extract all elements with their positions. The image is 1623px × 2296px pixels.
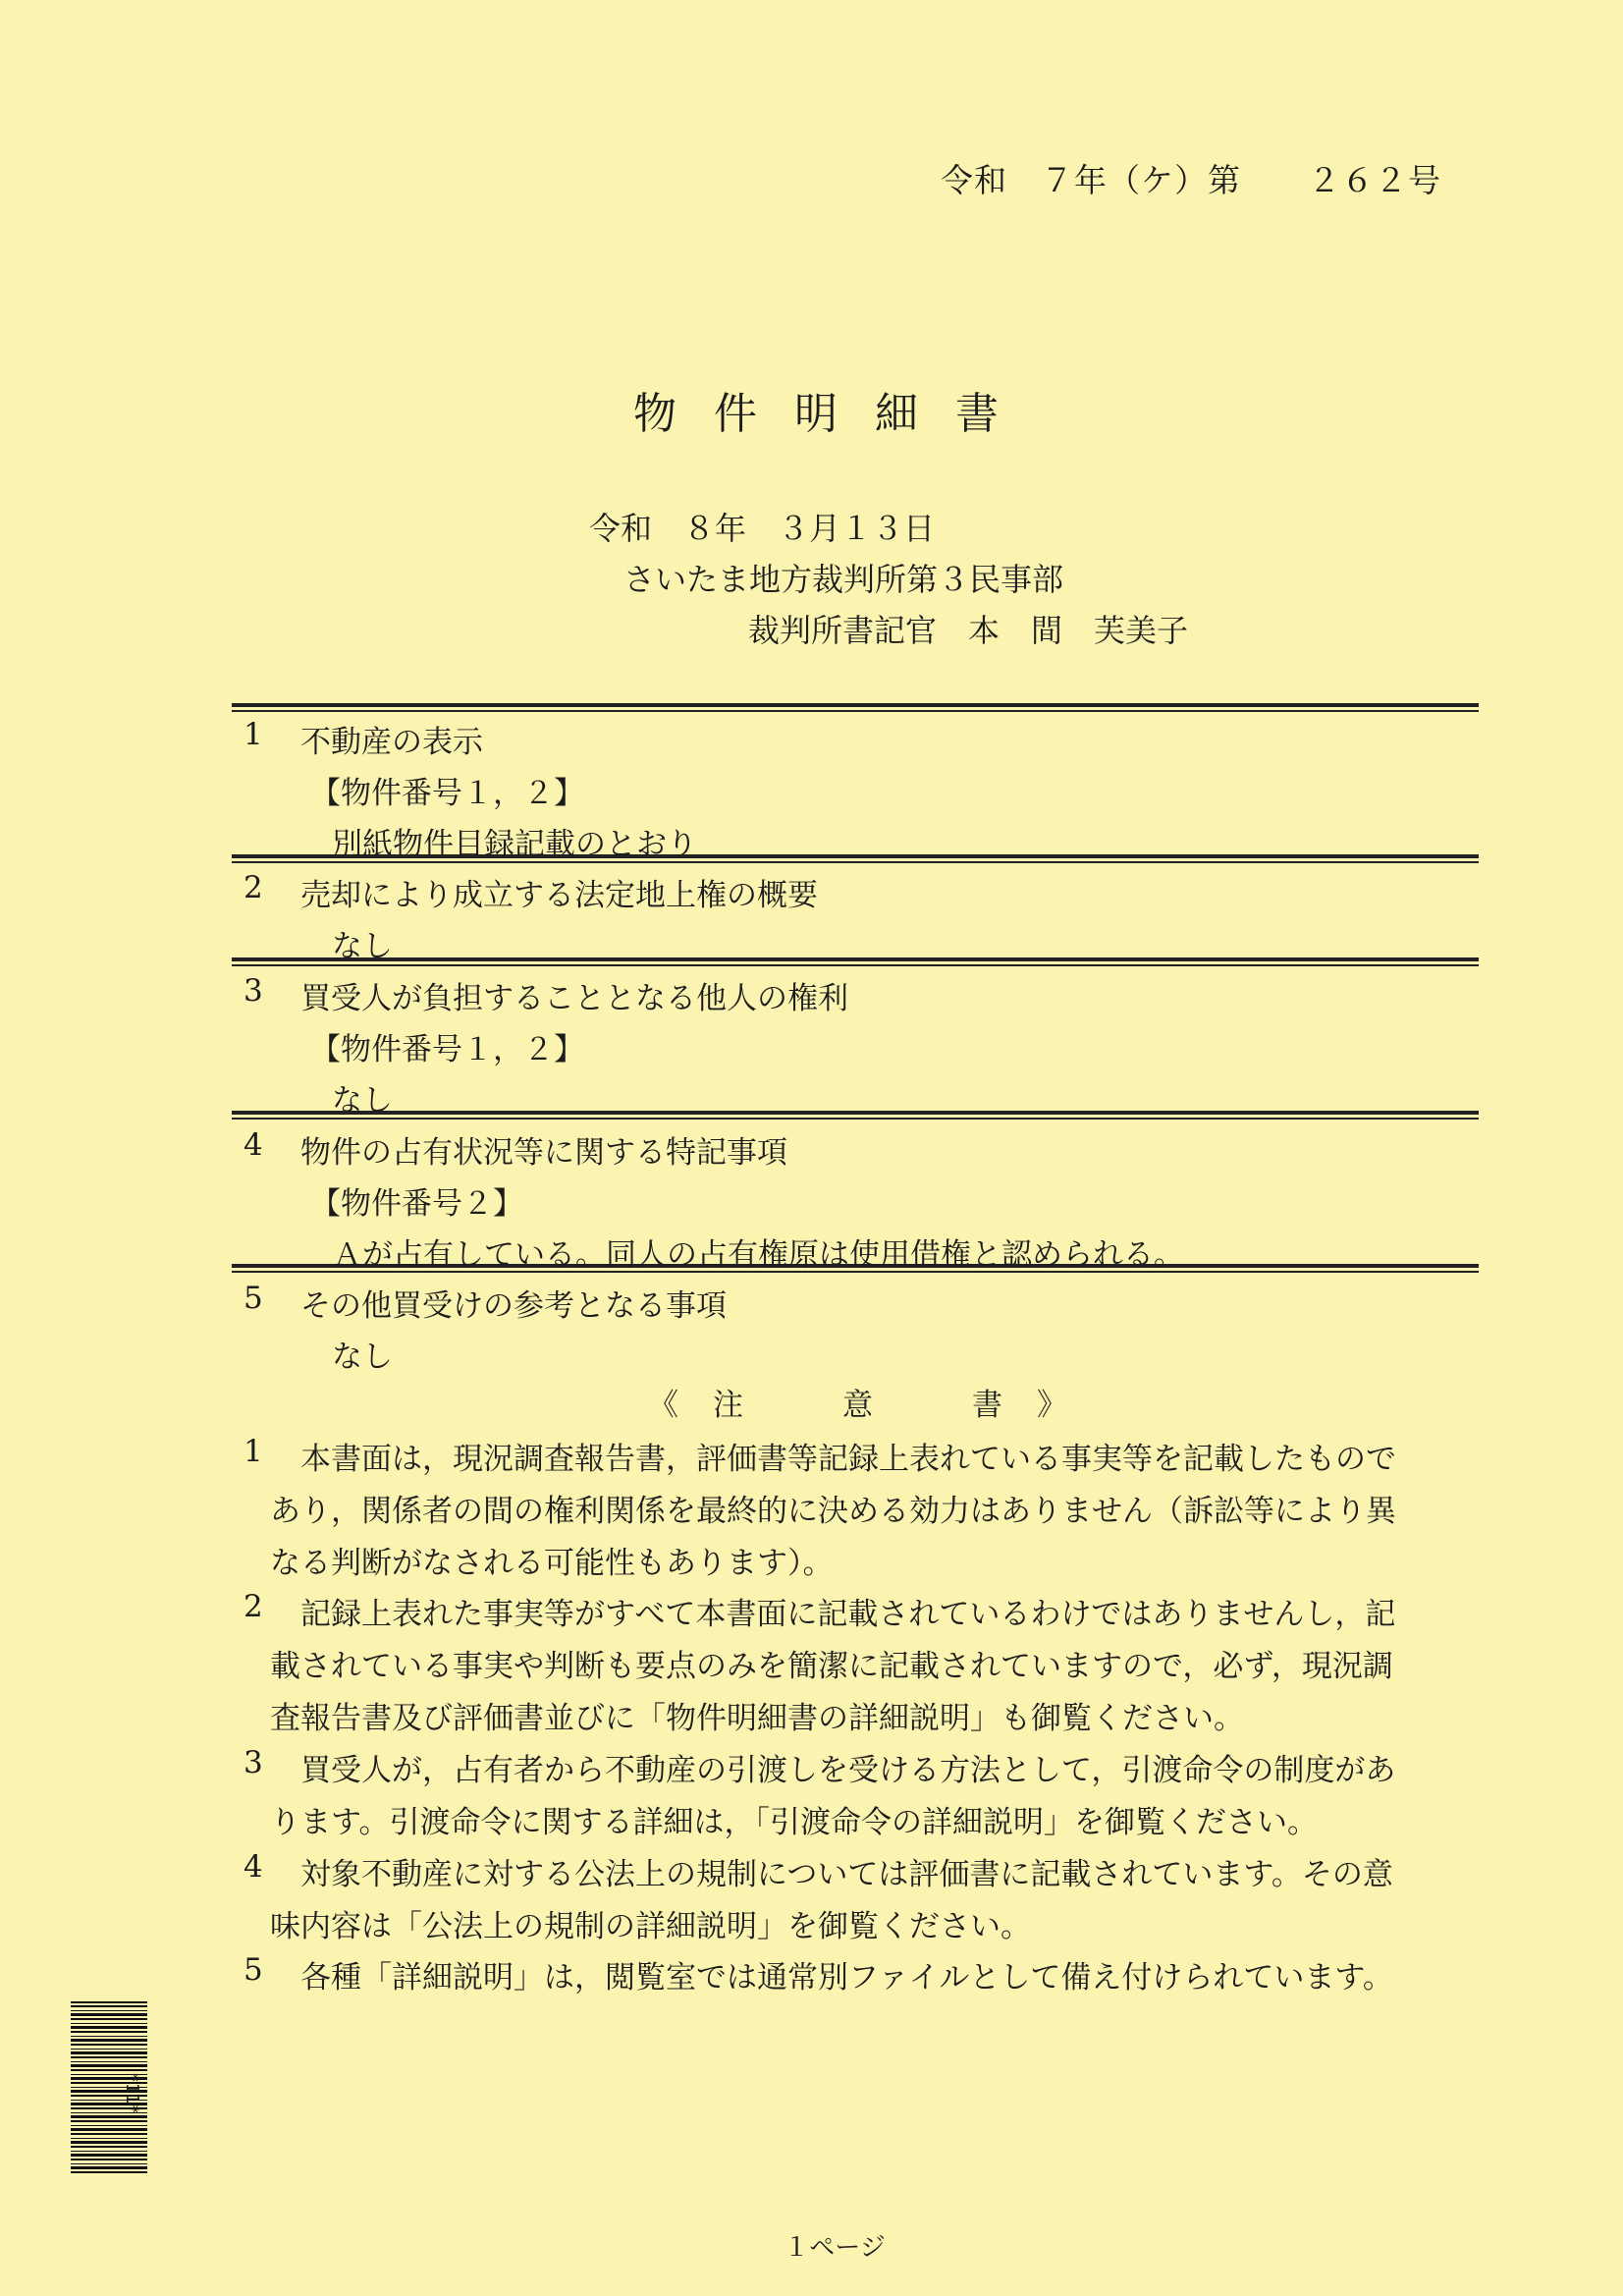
note-line: 対象不動産に対する公法上の規制については評価書に記載されています。その意 <box>300 1857 1393 1892</box>
section-content: なし <box>332 1083 393 1119</box>
notes-title: 《 注 意 書 》 <box>648 1388 1069 1423</box>
note-line: 査報告書及び評価書並びに「物件明細書の詳細説明」も御覧ください。 <box>270 1701 1244 1736</box>
section-number: 3 <box>243 973 263 1009</box>
section-number: 2 <box>243 870 263 905</box>
section-heading: 買受人が負担することとなる他人の権利 <box>300 981 848 1016</box>
note-line: あり，関係者の間の権利関係を最終的に決める効力はありません（訴訟等により異 <box>270 1494 1396 1529</box>
property-number: 【物件番号１，２】 <box>310 1032 584 1067</box>
section-content: 別紙物件目録記載のとおり <box>332 827 697 862</box>
case-number: 令和 ７年（ケ）第 ２６２号 <box>941 161 1441 199</box>
note-line: 味内容は「公法上の規制の詳細説明」を御覧ください。 <box>270 1909 1031 1944</box>
court-name: さいたま地方裁判所第３民事部 <box>623 561 1064 598</box>
note-line: 本書面は，現況調査報告書，評価書等記録上表れている事実等を記載したもので <box>300 1442 1396 1477</box>
barcode-text: *11* <box>122 2072 142 2115</box>
clerk-name: 裁判所書記官 本 間 芙美子 <box>748 612 1189 649</box>
note-line: 買受人が，占有者から不動産の引渡しを受ける方法として，引渡命令の制度があ <box>300 1753 1396 1788</box>
note-line: 記録上表れた事実等がすべて本書面に記載されているわけではありませんし，記 <box>300 1597 1396 1632</box>
note-number: 2 <box>243 1589 263 1624</box>
note-number: 1 <box>243 1434 263 1469</box>
section-heading: その他買受けの参考となる事項 <box>300 1288 727 1324</box>
note-line: 各種「詳細説明」は，閲覧室では通常別ファイルとして備え付けられています。 <box>300 1960 1393 1995</box>
section-divider <box>232 703 1479 712</box>
section-divider <box>232 957 1479 966</box>
note-line: 載されている事実や判断も要点のみを簡潔に記載されていますので，必ず，現況調 <box>270 1649 1393 1684</box>
section-content: Ａが占有している。同人の占有権原は使用借権と認められる。 <box>332 1237 1184 1273</box>
section-number: 1 <box>243 717 263 752</box>
note-number: 3 <box>243 1745 263 1780</box>
document-title: 物件明細書 <box>633 389 1036 439</box>
section-number: 5 <box>243 1281 263 1316</box>
section-content: なし <box>332 1339 393 1375</box>
property-number: 【物件番号１，２】 <box>310 776 584 811</box>
page-number: １ページ <box>784 2233 886 2263</box>
note-number: 5 <box>243 1952 263 1988</box>
section-number: 4 <box>243 1127 263 1163</box>
document-date: 令和 ８年 ３月１３日 <box>589 510 936 547</box>
property-number: 【物件番号２】 <box>310 1186 523 1222</box>
section-content: なし <box>332 929 393 964</box>
note-line: なる判断がなされる可能性もあります）。 <box>270 1546 834 1581</box>
section-divider <box>232 1111 1479 1120</box>
section-heading: 売却により成立する法定地上権の概要 <box>300 878 818 913</box>
note-line: ります。引渡命令に関する詳細は，「引渡命令の詳細説明」を御覧ください。 <box>270 1805 1319 1840</box>
section-heading: 不動産の表示 <box>300 725 483 760</box>
section-heading: 物件の占有状況等に関する特記事項 <box>300 1135 787 1171</box>
note-number: 4 <box>243 1849 263 1885</box>
